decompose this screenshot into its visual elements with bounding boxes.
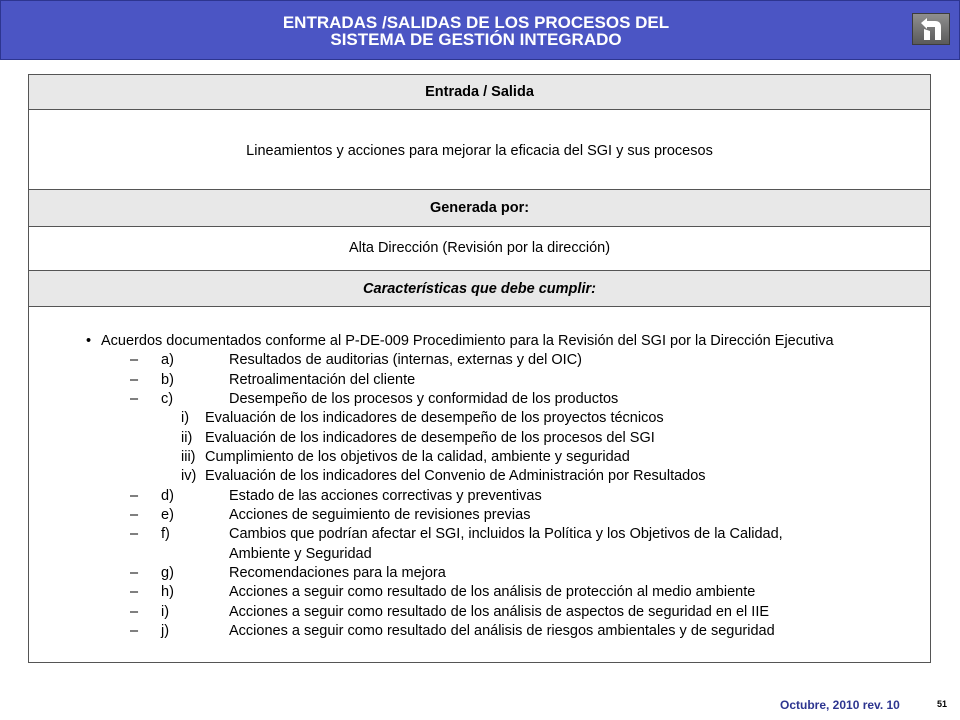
value-row-io [29,110,930,190]
generated-value: Alta Dirección (Revisión por la dirección) [348,240,611,256]
page-title [251,14,701,48]
io-heading: Entrada / Salida [425,84,534,100]
page-title-line-2: SISTEMA DE GESTIÓN INTEGRADO [330,30,622,49]
page-title-line-1: ENTRADAS /SALIDAS DE LOS PROCESOS DEL [282,13,670,32]
bullet-icon: • [86,333,92,349]
characteristics-content: • Acuerdos documentados conforme al P-DE-009 Procedimiento para la Revisión del SGI por la Dirección Ejecutiva – a) Resultados de auditorias (internas, externas y del OIC) – b) Retroalimentación del cliente – c) Desempeño de los procesos y conformidad de los productos i) Evaluación de los indicadores de desempeño de los proyectos técnicos ii) Evaluación de los indicadores de desempeño de los procesos del SGI iii) Cumplimiento de los objetivos de la calidad, ambiente y seguridad iv) Evaluación de los indicadores del Convenio de Administración por Resultados – d) Estado de las acciones correctivas y preventivas – e) Acciones de seguimiento de revisiones previas – f) Cambios que podrían afectar el SGI, incluidos la Política y los Objetivos de la Calidad, Ambiente y Seguridad – g) Recomendaciones para la mejora – h) Acciones a seguir como resultado de los análisis de protección al medio ambiente – i) Acciones a seguir como resultado de los análisis de aspectos de seguridad en el IIE – j) Acciones a seguir como resultado del análisis de riesgos ambientales y de seguridad [86,333,834,639]
header-row-characteristics [29,271,930,307]
back-button[interactable] [912,13,950,45]
value-row-generated [29,227,930,271]
header-row-io [29,75,930,110]
page-number: 51 [937,699,948,709]
u-turn-back-icon [918,17,944,41]
title-bar [0,0,960,60]
footer-date: Octubre, 2010 rev. 10 [780,698,900,712]
header-row-generated [29,190,930,227]
characteristics-heading: Características que debe cumplir: [363,281,596,297]
io-value: Lineamientos y acciones para mejorar la eficacia del SGI y sus procesos [246,143,713,159]
generated-heading: Generada por: [429,200,530,216]
io-table [28,74,931,663]
